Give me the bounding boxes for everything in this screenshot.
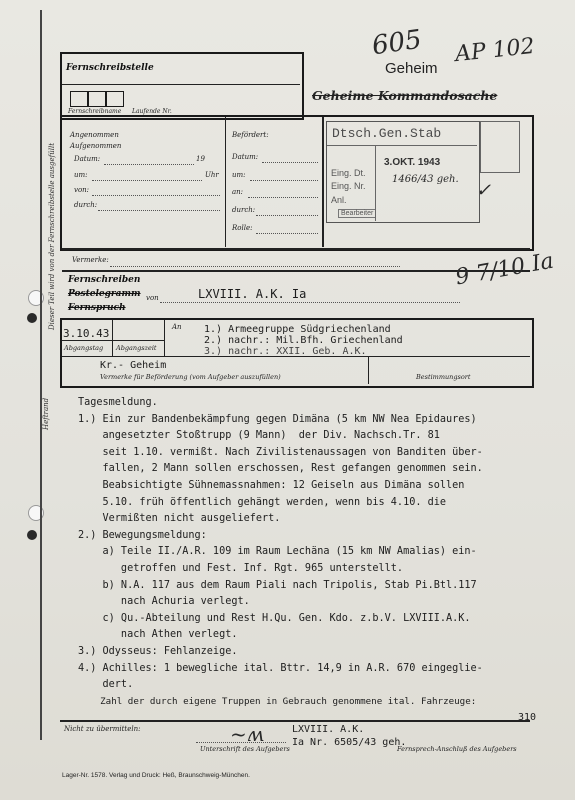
body-line: Vermißten nicht ausgeliefert. [78,513,281,525]
um-line-right [250,180,318,181]
an-label-address: An [172,323,182,331]
body-line: Tagesmeldung. [78,397,158,408]
message-body [78,395,548,710]
stamp-date: 3.OKT. 1943 [384,157,441,168]
handwritten-top-number: 605 [370,24,424,62]
fernschreibname-cell-2 [88,91,106,107]
fernschreibname-cell-1 [70,91,88,107]
body-line: seit 1.10. vermißt. Nach Zivilistenaussagen von Banditen über- [78,446,483,458]
body-line: c) Qu.-Abteilung und Rest H.Qu. Gen. Kdo. z.b.V. LXVIII.A.K. [78,612,471,624]
stamp-row-2: Eing. Nr. [331,181,366,191]
handwritten-right-annotation: 9 7/10 Ia [453,248,556,291]
punch-mark-bottom [27,530,37,540]
stamp-title: Dtsch.Gen.Stab [332,126,442,141]
durch-label-left: durch: [74,201,98,209]
address-mid-line [62,356,530,357]
uhr-label: Uhr [205,171,219,179]
address-col-2 [164,320,165,356]
stamp-side-box [480,121,520,173]
stamp-number: 1466/43 geh. [392,174,459,185]
body-line: 5.10. früh öffentlich gehängt werden, wenn bis 4.10. die [78,496,447,508]
durch-line-right [256,215,318,216]
address-col-1 [112,320,113,356]
footer-sender: LXVIII. A.K. [292,724,365,735]
laufende-nr-label: Laufende Nr. [132,108,172,115]
um-label-left: um: [74,171,88,179]
body-line: 3.) Odysseus: Fehlanzeige. [78,645,238,657]
stamp-col [375,146,376,221]
befoerdert-label: Befördert: [232,131,269,139]
year-left: 19 [196,155,205,163]
classification-struck: Geheime Kommandosache [312,88,498,103]
footer-top-line [60,720,530,722]
vermerke-line [110,266,400,267]
stamp-row-4: Bearbeiter [338,209,376,218]
body-line: angesetzter Stoßtrupp (9 Mann) der Div. Nachsch.Tr. 81 [78,430,440,442]
an-line-right [248,197,318,198]
signature: ~ʍ [230,722,264,746]
sender-value: LXVIII. A.K. Ia [198,287,307,301]
body-line: Beabsichtigte Sühnemassnahmen: 12 Geiseln aus Dimäna sollen [78,479,465,491]
body-line: Zahl der durch eigene Truppen in Gebrauch genommene ital. Fahrzeuge: [78,695,477,707]
von-label-left: von: [74,186,90,194]
vermerke-label: Vermerke: [72,256,109,264]
type-fernspruch: Fernspruch [68,303,126,313]
durch-line-left [98,210,220,211]
stamp-title-divider [327,145,477,146]
datum-label-right: Datum: [232,153,259,161]
header-title: Fernschreibstelle [66,63,154,73]
durch-label-right: durch: [232,206,256,214]
aufgenommen-label: Aufgenommen [70,142,122,150]
rolle-line [256,233,318,234]
footer-small-print: Lager-Nr. 1578. Verlag und Druck: Heß, Braunschweig-München. [62,772,250,779]
type-fernschreiben: Fernschreiben [68,275,141,285]
datum-line-right [262,162,318,163]
nicht-uebermitteln-label: Nicht zu übermitteln: [64,725,141,733]
stamp-row-3: Anl. [331,195,347,205]
angenommen-label: Angenommen [70,131,119,139]
body-line: nach Athen verlegt. [78,629,238,641]
vermerke-divider [62,248,530,250]
page-number: 310 [518,712,537,723]
kr-geheim: Kr.- Geheim [100,360,167,371]
body-line: a) Teile II./A.R. 109 im Raum Lechäna (15 km NW Amalias) ein- [78,546,477,558]
recipient-1: 1.) Armeegruppe Südgriechenland [204,324,391,335]
address-col-3 [368,356,369,384]
handwritten-top-right: AP 102 [453,33,536,68]
bestimmungsort-label: Bestimmungsort [416,373,471,381]
body-line: 1.) Ein zur Bandenbekämpfung gegen Dimäna (5 km NW Nea Epidaures) [78,413,477,425]
an-label-right: an: [232,188,244,196]
um-label-right: um: [232,171,246,179]
datum-line-left [104,164,194,165]
footer-reference: Ia Nr. 6505/43 geh. [292,737,407,748]
punch-mark-top [27,313,37,323]
body-line: 2.) Bewegungsmeldung: [78,529,207,541]
abgangstag-label: Abgangstag [64,344,104,352]
rolle-label: Rolle: [232,224,253,232]
body-line: fallen, 2 Mann sollen erschossen, Rest gefangen genommen sein. [78,463,483,475]
fernschreibname-cell-3 [106,91,124,107]
body-line: 4.) Achilles: 1 bewegliche ital. Bttr. 14,9 in A.R. 670 eingeglie- [78,662,483,674]
datum-label-left: Datum: [74,155,101,163]
grid-divider-2 [322,117,324,247]
classification-geheim: Geheim [385,60,438,77]
type-postelegramm: Postelegramm [68,289,141,299]
von-line-left [92,195,220,196]
stamp-row-1: Eing. Dt. [331,168,366,178]
left-border [40,10,42,740]
vermerke-befoerderung-label: Vermerke für Beförderung (vom Aufgeber auszufüllen) [100,373,281,381]
margin-heftrand: Heftrand [42,397,50,430]
body-line: b) N.A. 117 aus dem Raum Piali nach Tripolis, Stab Pi.Btl.117 [78,579,477,591]
body-line: getroffen und Fest. Inf. Rgt. 965 unterstellt. [78,562,404,574]
recipient-3: 3.) nachr.: XXII. Geb. A.K. [204,346,367,357]
margin-note-vertical: Dieser Teil wird von der Fernschreibstelle ausgefüllt [48,142,56,330]
body-line: nach Achuria verlegt. [78,596,250,608]
header-divider [62,84,300,85]
abgangstag-value: 3.10.43 [63,327,110,340]
fernsprech-label: Fernsprech-Anschluß des Aufgebers [397,745,517,753]
unterschrift-label: Unterschrift des Aufgebers [200,745,290,753]
handwritten-initials: ✓ [476,180,492,201]
signature-line [196,742,286,743]
von-label-sender: von [146,294,159,302]
um-line-left [92,180,202,181]
abgangszeit-label: Abgangszeit [116,344,157,352]
sender-line [160,302,460,303]
body-line: dert. [78,679,134,691]
recipient-2: 2.) nachr.: Mil.Bfh. Griechenland [204,335,403,346]
abgangstag-underline [62,340,164,341]
grid-divider-1 [225,117,226,247]
fernschreibname-label: Fernschreibname [68,108,122,115]
